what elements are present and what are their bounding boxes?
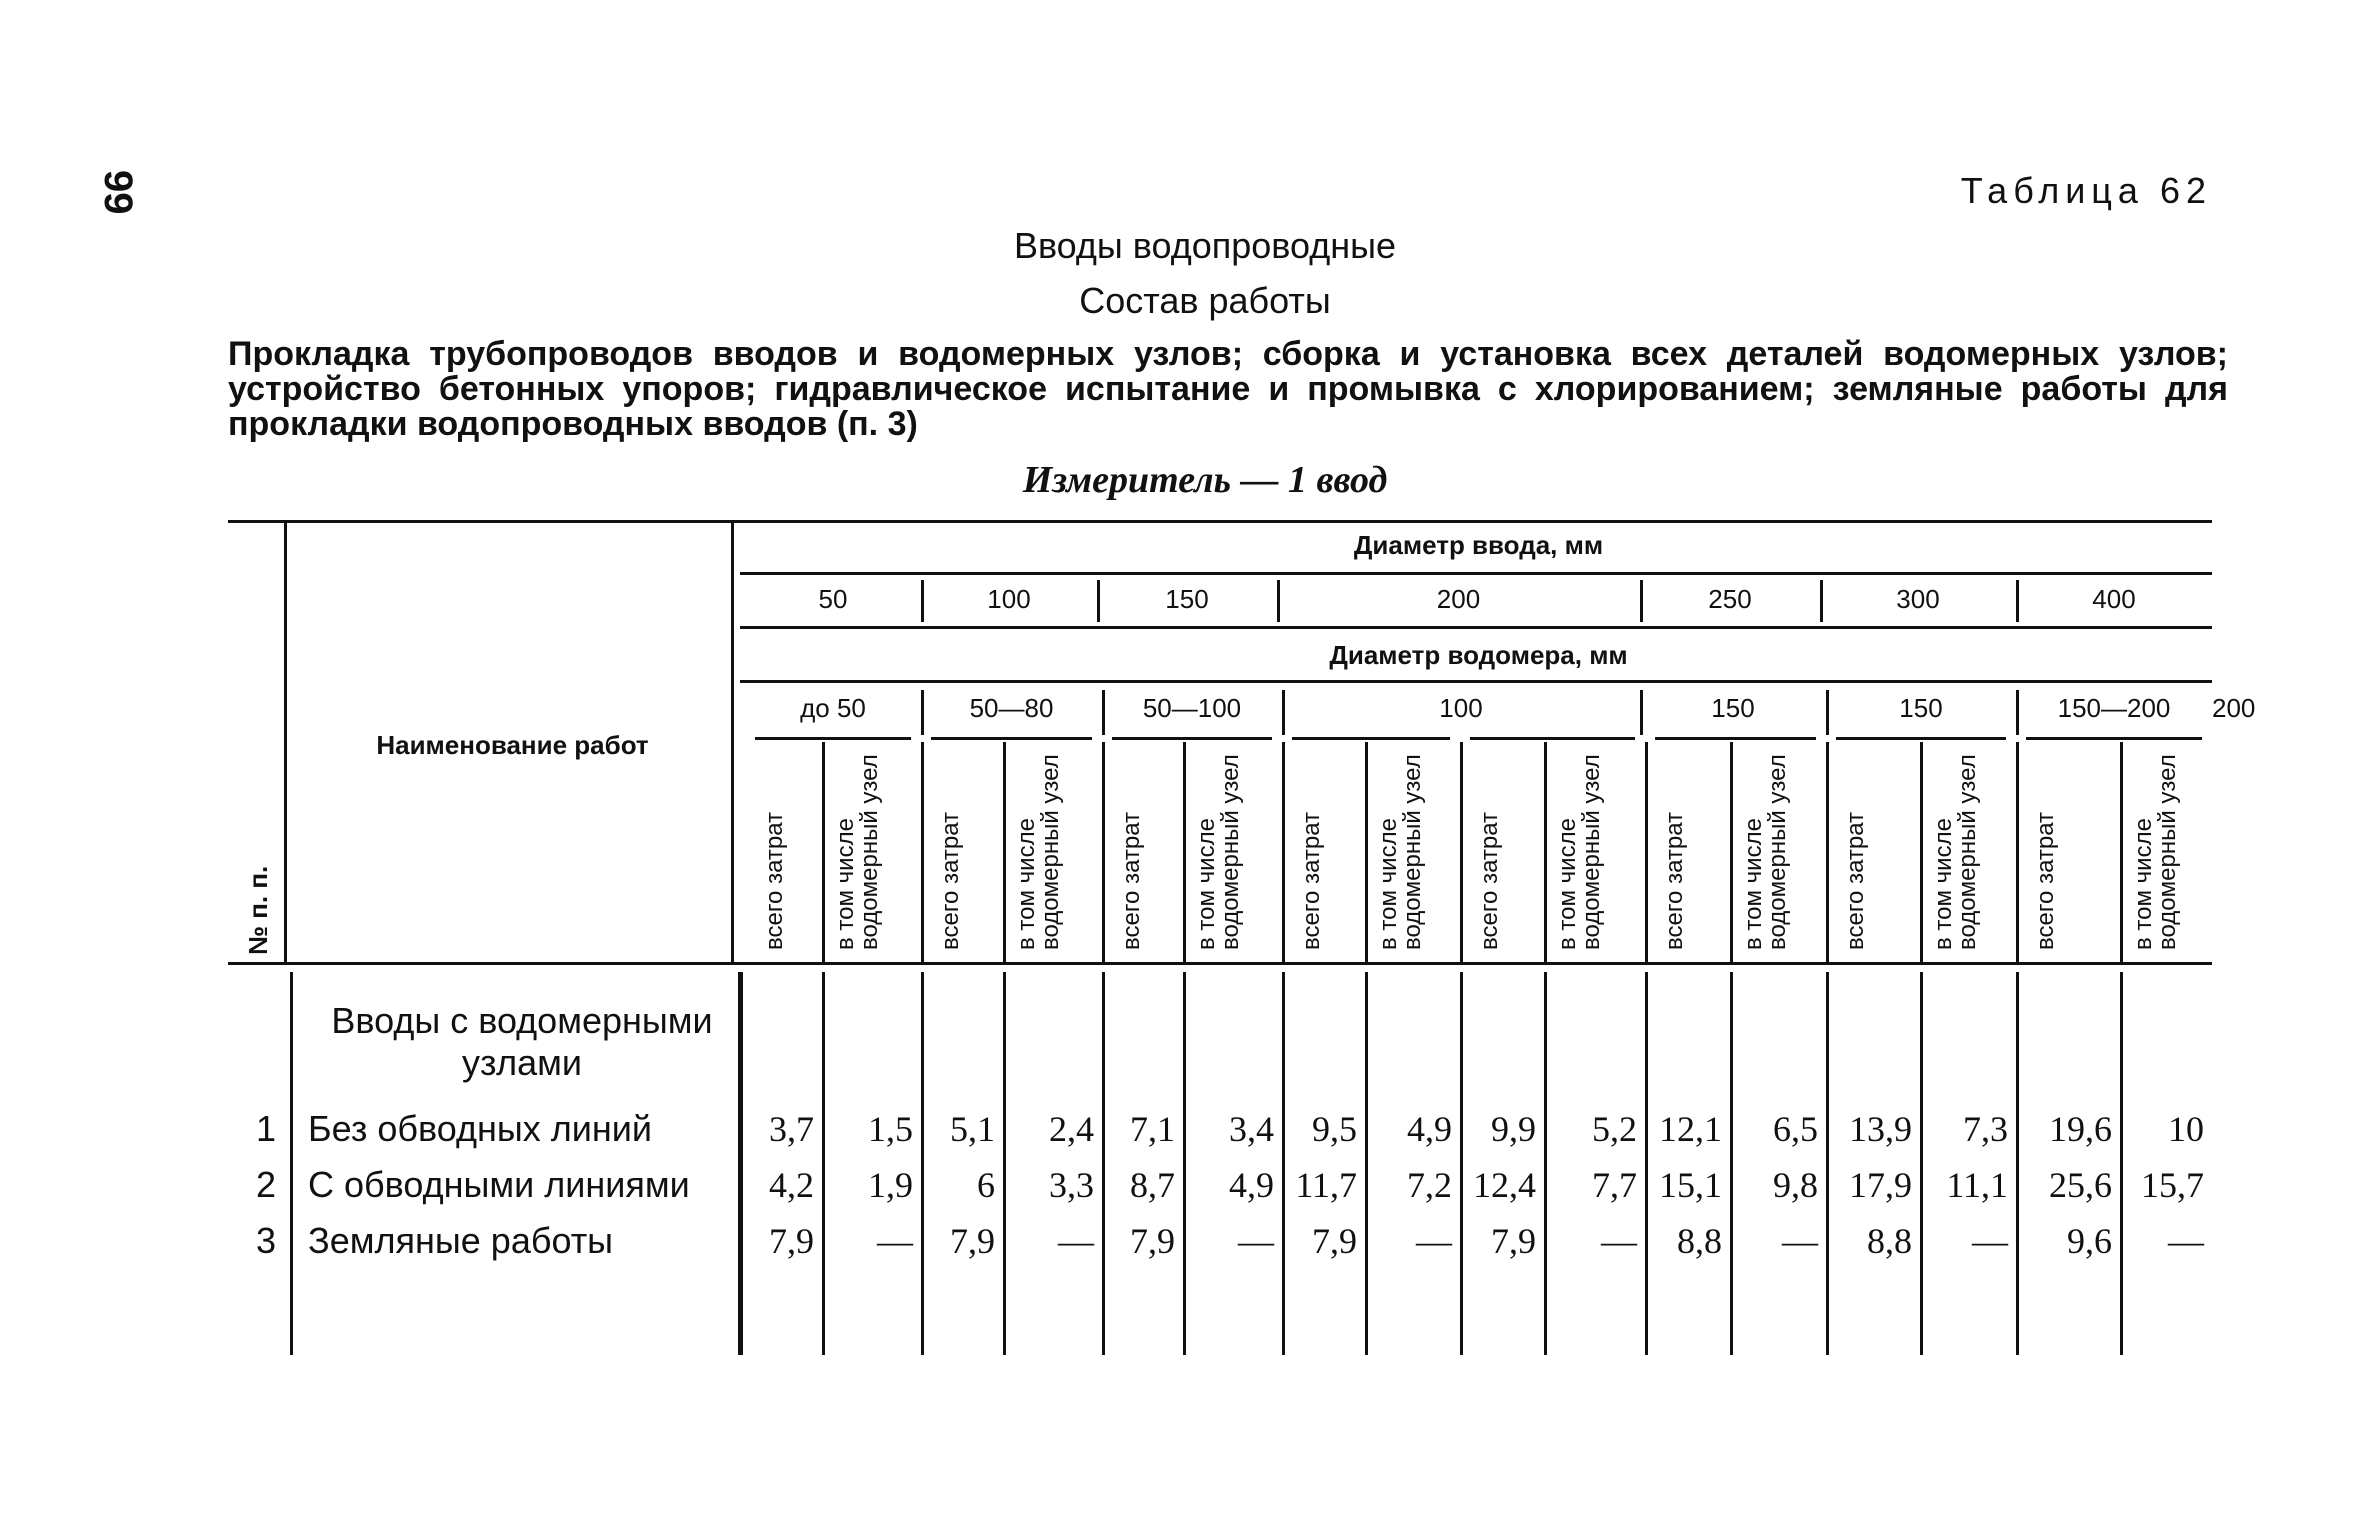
row-value: 6 bbox=[977, 1165, 995, 1205]
sub-header-meter: в том числе водомерный узел bbox=[832, 754, 883, 950]
row-value: 9,9 bbox=[1491, 1109, 1536, 1149]
row-value: 7,9 bbox=[769, 1221, 814, 1261]
row-value: 3,7 bbox=[769, 1109, 814, 1149]
row-value: 4,2 bbox=[769, 1165, 814, 1205]
row-value: 7,9 bbox=[1312, 1221, 1357, 1261]
data-col-divider bbox=[1003, 742, 1006, 962]
sub-header-total: всего затрат bbox=[1476, 811, 1503, 950]
row-value: 5,2 bbox=[1592, 1109, 1637, 1149]
row-value: 8,8 bbox=[1677, 1221, 1722, 1261]
row-value: — bbox=[1238, 1221, 1274, 1261]
row-number: 3 bbox=[255, 1220, 277, 1261]
meter-diameter-value: 150 bbox=[1711, 693, 1755, 723]
row-value: 3,4 bbox=[1229, 1109, 1274, 1149]
rule-meter-values bbox=[2026, 737, 2202, 740]
data-col-divider bbox=[1282, 742, 1285, 962]
group-title: Вводы с водомерными узлами bbox=[331, 1000, 713, 1083]
row-value: 19,6 bbox=[2049, 1109, 2112, 1149]
row-value: 15,1 bbox=[1659, 1165, 1722, 1205]
row-value: 12,1 bbox=[1659, 1109, 1722, 1149]
row-value: — bbox=[2168, 1221, 2204, 1261]
row-name: Без обводных линий bbox=[308, 1108, 652, 1149]
data-col-divider bbox=[1102, 742, 1105, 962]
row-value: 5,1 bbox=[950, 1109, 995, 1149]
measure-unit: Измеритель — 1 ввод bbox=[1022, 459, 1388, 501]
sub-header-meter: в том числе водомерный узел bbox=[1375, 754, 1426, 950]
row-value: 9,5 bbox=[1312, 1109, 1357, 1149]
row-number: 1 bbox=[255, 1108, 277, 1149]
col-divider-num-body bbox=[290, 972, 293, 1355]
row-value: 9,8 bbox=[1773, 1165, 1818, 1205]
table-top-rule bbox=[228, 520, 2212, 523]
sub-header-meter: в том числе водомерный узел bbox=[1740, 754, 1791, 950]
input-diameter-value: 200 bbox=[1436, 584, 1481, 614]
sub-header-total: всего затрат bbox=[937, 811, 964, 950]
row-value: — bbox=[877, 1221, 913, 1261]
meter-diameter-value: 150—200 bbox=[2057, 693, 2171, 723]
meter-diameter-value: 100 bbox=[1439, 693, 1483, 723]
row-value: — bbox=[1972, 1221, 2008, 1261]
rule-meter-values bbox=[755, 737, 911, 740]
work-description: Прокладка трубопроводов вводов и водомерных узлов; сборка и установка всех деталей водомерных узлов; устройство бетонных упоров; гидравлическое испытание и промывка с хлорированием; земляные работы для прокладки водопроводных вводов (п. 3) bbox=[228, 335, 2228, 443]
row-value: — bbox=[1058, 1221, 1094, 1261]
row-value: — bbox=[1601, 1221, 1637, 1261]
row-value: 1,9 bbox=[868, 1165, 913, 1205]
meter-diameter-header: Диаметр водомера, мм bbox=[1329, 640, 1628, 670]
row-value: 7,9 bbox=[1491, 1221, 1536, 1261]
row-value: 13,9 bbox=[1849, 1109, 1912, 1149]
data-col-divider bbox=[1920, 742, 1923, 962]
rule-meter-values bbox=[931, 737, 1092, 740]
table-label: Таблица 62 bbox=[1960, 170, 2212, 211]
rule-meter-values bbox=[1292, 737, 1450, 740]
sub-header-meter: в том числе водомерный узел bbox=[1554, 754, 1605, 950]
input-diameter-header: Диаметр ввода, мм bbox=[1353, 530, 1604, 560]
rule-meter-values bbox=[1655, 737, 1816, 740]
meter-diameter-value: 200 bbox=[2212, 693, 2256, 723]
sub-header-total: всего затрат bbox=[1842, 811, 1869, 950]
row-name: Земляные работы bbox=[308, 1220, 614, 1261]
input-diameter-value: 100 bbox=[987, 584, 1031, 614]
row-value: 7,1 bbox=[1130, 1109, 1175, 1149]
table-header-bottom-rule bbox=[228, 962, 2212, 965]
data-col-divider bbox=[2016, 742, 2019, 962]
input-diameter-value: 400 bbox=[2092, 584, 2136, 614]
sub-header-total: всего затрат bbox=[2032, 811, 2059, 950]
data-col-divider bbox=[1730, 742, 1733, 962]
input-diameter-value: 300 bbox=[1896, 584, 1940, 614]
input-diameter-value: 250 bbox=[1708, 584, 1752, 614]
sub-header-total: всего затрат bbox=[1118, 811, 1145, 950]
row-name: С обводными линиями bbox=[308, 1164, 690, 1205]
row-value: 15,7 bbox=[2141, 1165, 2204, 1205]
data-col-divider bbox=[1460, 742, 1463, 962]
row-value: 4,9 bbox=[1407, 1109, 1452, 1149]
data-col-divider bbox=[1645, 742, 1648, 962]
meter-diameter-value: до 50 bbox=[800, 693, 866, 723]
row-value: 11,7 bbox=[1295, 1165, 1357, 1205]
meter-diameter-value: 50—80 bbox=[969, 693, 1054, 723]
row-value: 12,4 bbox=[1473, 1165, 1536, 1205]
page-number: 99 bbox=[96, 170, 140, 215]
rule-meter-values bbox=[1836, 737, 2006, 740]
sub-header-meter: в том числе водомерный узел bbox=[1013, 754, 1064, 950]
row-value: 11,1 bbox=[1946, 1165, 2008, 1205]
sub-header-meter: в том числе водомерный узел bbox=[2130, 754, 2181, 950]
col-num-header: № п. п. bbox=[243, 865, 273, 955]
row-value: 9,6 bbox=[2067, 1221, 2112, 1261]
data-col-divider bbox=[822, 742, 825, 962]
data-col-divider-body bbox=[740, 972, 743, 1355]
row-value: 8,8 bbox=[1867, 1221, 1912, 1261]
row-value: 7,3 bbox=[1963, 1109, 2008, 1149]
row-value: 7,2 bbox=[1407, 1165, 1452, 1205]
rule-input-values bbox=[740, 626, 2212, 629]
row-value: 25,6 bbox=[2049, 1165, 2112, 1205]
data-col-divider bbox=[921, 742, 924, 962]
data-col-divider bbox=[1826, 742, 1829, 962]
row-value: 7,7 bbox=[1592, 1165, 1637, 1205]
rule-meter-diameter bbox=[740, 680, 2212, 683]
row-value: 7,9 bbox=[950, 1221, 995, 1261]
row-value: 10 bbox=[2168, 1109, 2204, 1149]
data-col-divider bbox=[2120, 742, 2123, 962]
col-name-header: Наименование работ bbox=[376, 730, 649, 760]
sub-header-total: всего затрат bbox=[1298, 811, 1325, 950]
row-number: 2 bbox=[255, 1164, 277, 1205]
rule-meter-values bbox=[1112, 737, 1272, 740]
data-col-divider bbox=[1183, 742, 1186, 962]
page-title: Вводы водопроводные bbox=[1013, 225, 1397, 266]
row-value: 1,5 bbox=[868, 1109, 913, 1149]
input-diameter-value: 50 bbox=[818, 584, 848, 614]
row-value: 4,9 bbox=[1229, 1165, 1274, 1205]
sub-header-meter: в том числе водомерный узел bbox=[1930, 754, 1981, 950]
sub-header-meter: в том числе водомерный узел bbox=[1193, 754, 1244, 950]
col-divider-num bbox=[284, 520, 287, 962]
sub-header-total: всего затрат bbox=[1661, 811, 1688, 950]
row-value: 2,4 bbox=[1049, 1109, 1094, 1149]
rule-meter-values bbox=[1470, 737, 1635, 740]
meter-diameter-value: 150 bbox=[1899, 693, 1943, 723]
section-subtitle: Состав работы bbox=[1079, 280, 1331, 321]
input-diameter-value: 150 bbox=[1165, 584, 1209, 614]
row-value: 8,7 bbox=[1130, 1165, 1175, 1205]
row-value: 7,9 bbox=[1130, 1221, 1175, 1261]
data-col-divider bbox=[1544, 742, 1547, 962]
sub-header-total: всего затрат bbox=[761, 811, 788, 950]
row-value: 3,3 bbox=[1049, 1165, 1094, 1205]
row-value: 17,9 bbox=[1849, 1165, 1912, 1205]
row-value: — bbox=[1782, 1221, 1818, 1261]
row-value: — bbox=[1416, 1221, 1452, 1261]
rule-input-diameter bbox=[740, 572, 2212, 575]
data-col-divider bbox=[1365, 742, 1368, 962]
meter-diameter-value: 50—100 bbox=[1142, 693, 1242, 723]
row-value: 6,5 bbox=[1773, 1109, 1818, 1149]
